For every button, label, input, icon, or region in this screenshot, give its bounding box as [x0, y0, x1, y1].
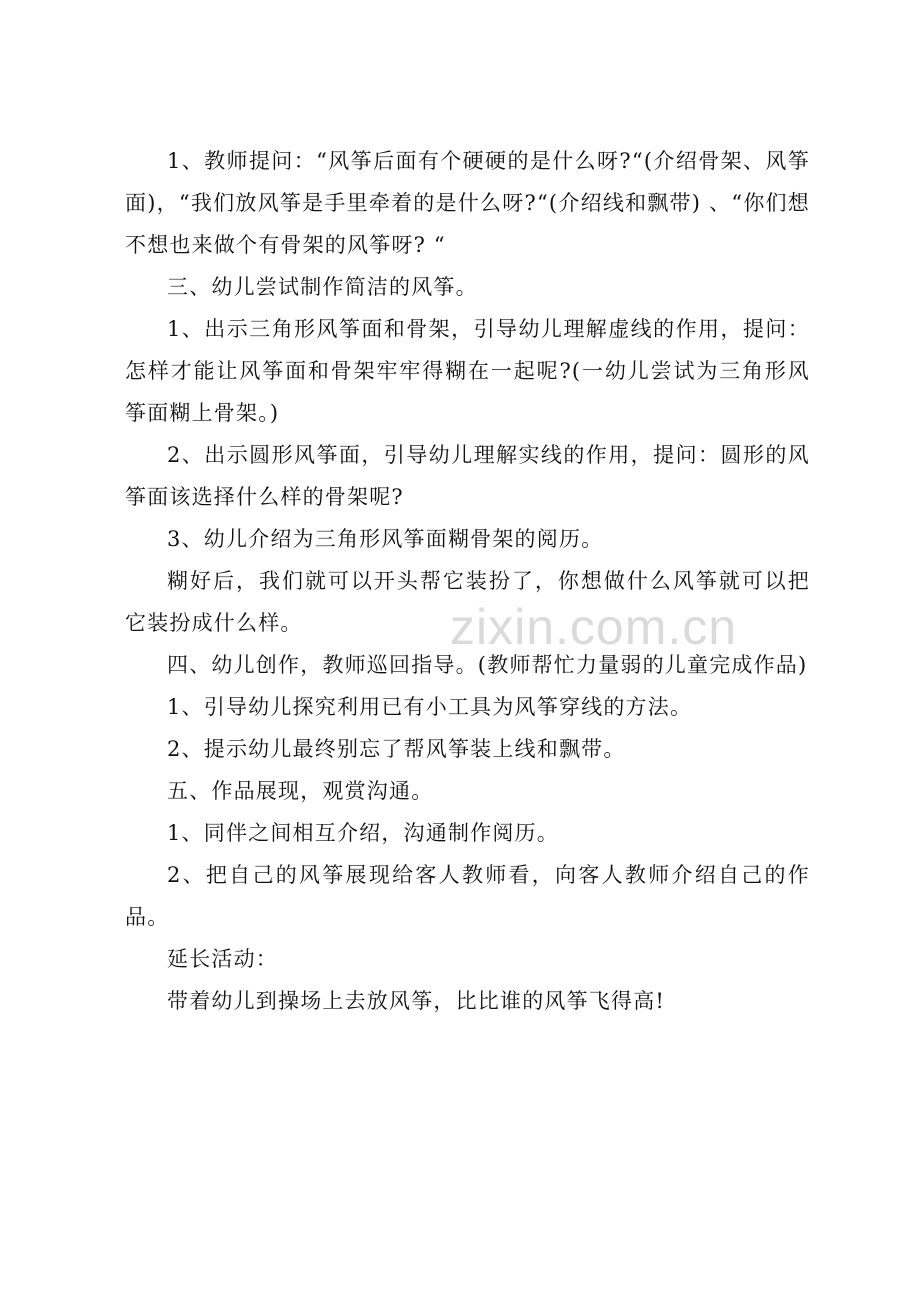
paragraph-fly-kites: 带着幼儿到操场上去放风筝，比比谁的风筝飞得高! — [167, 989, 666, 1013]
section-heading-extension: 延长活动： — [167, 947, 278, 971]
paragraph-reminder: 2、提示幼儿最终别忘了帮风筝装上线和飘带。 — [167, 737, 626, 761]
paragraph-triangle-kite: 1、出示三角形风筝面和骨架，引导幼儿理解虚线的作用，提问：怎样才能让风筝面和骨架牢牢得糊在一起呢?(一幼儿尝试为三角形风筝面糊上骨架。) — [125, 317, 810, 425]
section-heading-five: 五、作品展现，观赏沟通。 — [167, 779, 434, 803]
paragraph-threading: 1、引导幼儿探究利用已有小工具为风筝穿线的方法。 — [167, 695, 693, 719]
paragraph-question: 1、教师提问：“风筝后面有个硬硬的是什么呀?“(介绍骨架、风筝面)，“我们放风筝是手里牵着的是什么呀?“(介绍线和飘带) 、“你们想不想也来做个有骨架的风筝呀? “ — [125, 149, 810, 257]
watermark: zixin.com.cn — [450, 599, 738, 655]
document-body — [125, 140, 810, 1022]
paragraph-decorate: 糊好后，我们就可以开头帮它装扮了，你想做什么风筝就可以把它装扮成什么样。 — [125, 569, 810, 635]
paragraph-round-kite: 2、出示圆形风筝面，引导幼儿理解实线的作用，提问：圆形的风筝面该选择什么样的骨架呢? — [125, 443, 810, 509]
paragraph-show-guests: 2、把自己的风筝展现给客人教师看，向客人教师介绍自己的作品。 — [125, 863, 810, 929]
paragraph-peer-intro: 1、同伴之间相互介绍，沟通制作阅历。 — [167, 821, 559, 845]
paragraph-experience: 3、幼儿介绍为三角形风筝面糊骨架的阅历。 — [167, 527, 604, 551]
section-heading-four: 四、幼儿创作，教师巡回指导。(教师帮忙力量弱的儿童完成作品) — [167, 653, 808, 677]
section-heading-three: 三、幼儿尝试制作简洁的风筝。 — [167, 275, 478, 299]
